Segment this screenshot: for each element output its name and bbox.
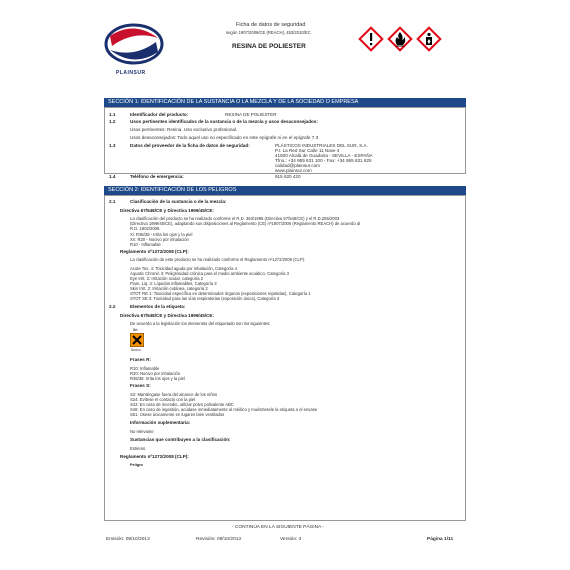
supplementary-info-value: No relevante	[130, 429, 154, 434]
page-number: Página 1/11	[427, 537, 454, 542]
clp-class-5: Skin Irrit. 2: Irritación cutánea, categoría 2	[130, 286, 208, 291]
hazard-pictograms	[358, 26, 442, 52]
version: Versión: 3	[280, 537, 302, 542]
clp-class-7: STOT SE 3: Toxicidad para las vías respiratorias (exposición única), Categoría 3	[130, 296, 280, 301]
supplementary-info-label: Información suplementaria:	[130, 420, 191, 425]
s12-line1: Usos pertinentes: Resina. Uso exclusivo profesional.	[130, 127, 238, 132]
supplier-name: PLÁSTICOS INDUSTRIALES DEL SUR, S.A.	[275, 143, 368, 148]
directive-class-2: Xn: R20 - Nocivo por inhalación	[130, 237, 189, 242]
clp-class-1: Acute Tox. 4: Toxicidad aguda por inhalación, Categoría 4	[130, 266, 237, 271]
directive-text-2: (Directiva 1999/45/CE), adaptando sus disposiciones al Reglamento (CE) nº1907/2006 (Reglamento REACH) de acuerdo al	[130, 221, 361, 226]
directive-class-1: Xi: R36/38 - Irrita los ojos y la piel	[130, 232, 193, 237]
clp-text: La clasificación de este producto se ha realizado conforme el Reglamento nº1272/2008 (CLP).	[130, 257, 306, 262]
s14-number: 1.4	[109, 174, 116, 179]
directive-label: Directiva 67/548/CE y Directiva 1999/45/CE:	[120, 208, 214, 213]
clp-label: Reglamento nº1272/2008 (CLP):	[120, 249, 189, 254]
r-phrase-1: R10: Inflamable	[130, 366, 160, 371]
emergency-phone: 915 620 420	[275, 174, 301, 179]
contributing-substances-label: Sustancias que contribuyen a la clasificación:	[130, 437, 231, 442]
signal-word: Peligro	[130, 463, 143, 467]
revision-date: Revisión: 09/10/2013	[196, 537, 242, 542]
s12-line2: Usos desaconsejados: Todo aquel uso no especificado en este epígrafe ni en el epígrafe 7.3	[130, 135, 319, 140]
contributing-substances-value: Estireno	[130, 446, 146, 451]
supplier-email[interactable]: calidad@plainsur.com	[275, 163, 321, 168]
pictogram-caption: Nocivo	[131, 348, 141, 352]
issue-date: Emisión: 09/10/2013	[106, 537, 150, 542]
supplier-address: P.I. La Red Sur Calle 11 Nave 4	[275, 148, 340, 153]
s13-label: Datos del proveedor de la ficha de datos de seguridad:	[130, 143, 250, 148]
s22-number: 2.2	[109, 304, 116, 309]
s12-label: Usos pertinentes identificados de la sustancia o de la mezcla y usos desaconsejados:	[130, 119, 318, 124]
supplier-city: 41500 Alcalá de Guadaira - SEVILLA - ESPAÑA	[275, 153, 373, 158]
directive-text-1: La clasificación del producto se ha realizado conforme el R.D. 363/1995 (Directiva 67/548/CE) y el R.D.255/2003	[130, 216, 340, 221]
r-phrase-2: R20: Nocivo por inhalación	[130, 371, 181, 376]
health-hazard-icon	[416, 26, 442, 52]
continue-notice: - CONTINÚA EN LA SIGUIENTE PÁGINA -	[232, 525, 324, 530]
pictogram-code: Xn	[133, 328, 138, 332]
logo-text: PLAINSUR	[116, 70, 146, 76]
s-phrase-4: S46: En caso de ingestión, acúdase inmediatamente al médico y muéstresele la etiqueta o el envase	[130, 407, 318, 412]
flame-hazard-icon	[387, 26, 413, 52]
exclamation-hazard-icon	[358, 26, 384, 52]
regulation-text: según 1907/2006/CE (REACH), 453/2010/EC	[226, 30, 311, 35]
s11-number: 1.1	[109, 112, 116, 117]
document-title: Ficha de datos de seguridad	[236, 22, 306, 28]
directive-class-3: R10 - Inflamable	[130, 242, 161, 247]
directive-label-2: Directiva 67/548/CE y Directiva 1999/45/CE:	[120, 313, 214, 318]
s-phrase-5: S51: Úsese únicamente en lugares bien ventilados	[130, 412, 225, 417]
s11-label: Identificador del producto:	[130, 112, 189, 117]
s14-label: Teléfono de emergencia:	[130, 174, 184, 179]
s-phrase-1: S2: Manténgase fuera del alcance de los niños	[130, 392, 218, 397]
s-phrase-2: S24: Evítese el contacto con la piel	[130, 397, 196, 402]
s12-number: 1.2	[109, 119, 116, 124]
harmful-x-icon	[130, 333, 144, 347]
clp-class-3: Eye Irrit. 2: Irritación ocular, categoría 2	[130, 276, 204, 281]
clp-class-2: Aquatic Chronic 3: Peligrosidad crónica para el medio ambiente acuático, Categoría 3	[130, 271, 289, 276]
r-phrase-3: R36/38: Irrita los ojos y la piel	[130, 376, 185, 381]
supplier-phone: Tfno.: +34 955 631 100 - Fax: +34 955 631 825	[275, 158, 372, 163]
s21-number: 2.1	[109, 199, 116, 204]
section-2-header: SECCIÓN 2: IDENTIFICACIÓN DE LOS PELIGROS	[104, 186, 466, 195]
r-phrases-label: Frases R:	[130, 357, 151, 362]
s22-label: Elementos de la etiqueta:	[130, 304, 186, 309]
s11-value: RESINA DE POLIESTER	[225, 112, 277, 117]
directive-text-3: R.D. 1802/2008.	[130, 226, 161, 231]
clp-class-4: Flam. Liq. 3: Líquidos inflamables, Categoría 3	[130, 281, 217, 286]
label-elements-text: De acuerdo a la legislación los elementos del etiquetado son los siguientes:	[130, 321, 271, 326]
supplier-website[interactable]: www.plainsur.com	[275, 168, 312, 173]
s-phrases-label: Frases S:	[130, 383, 151, 388]
s13-number: 1.3	[109, 143, 116, 148]
s-phrase-3: S43: En caso de incendio, utilizar polvo polivalente ABC	[130, 402, 234, 407]
clp-label-2: Reglamento nº1272/2008 (CLP):	[120, 454, 189, 459]
section-1-header: SECCIÓN 1: IDENTIFICACIÓN DE LA SUSTANCIA O LA MEZCLA Y DE LA SOCIEDAD O EMPRESA	[104, 98, 466, 107]
product-name: RESINA DE POLIESTER	[232, 43, 306, 50]
plainsur-logo	[104, 22, 164, 70]
s21-label: Clasificación de la sustancia o de la mezcla:	[130, 199, 227, 204]
clp-class-6: STOT RE 1: Toxicidad específica en determinados órganos (exposiciones repetidas), Categoría 1	[130, 291, 311, 296]
